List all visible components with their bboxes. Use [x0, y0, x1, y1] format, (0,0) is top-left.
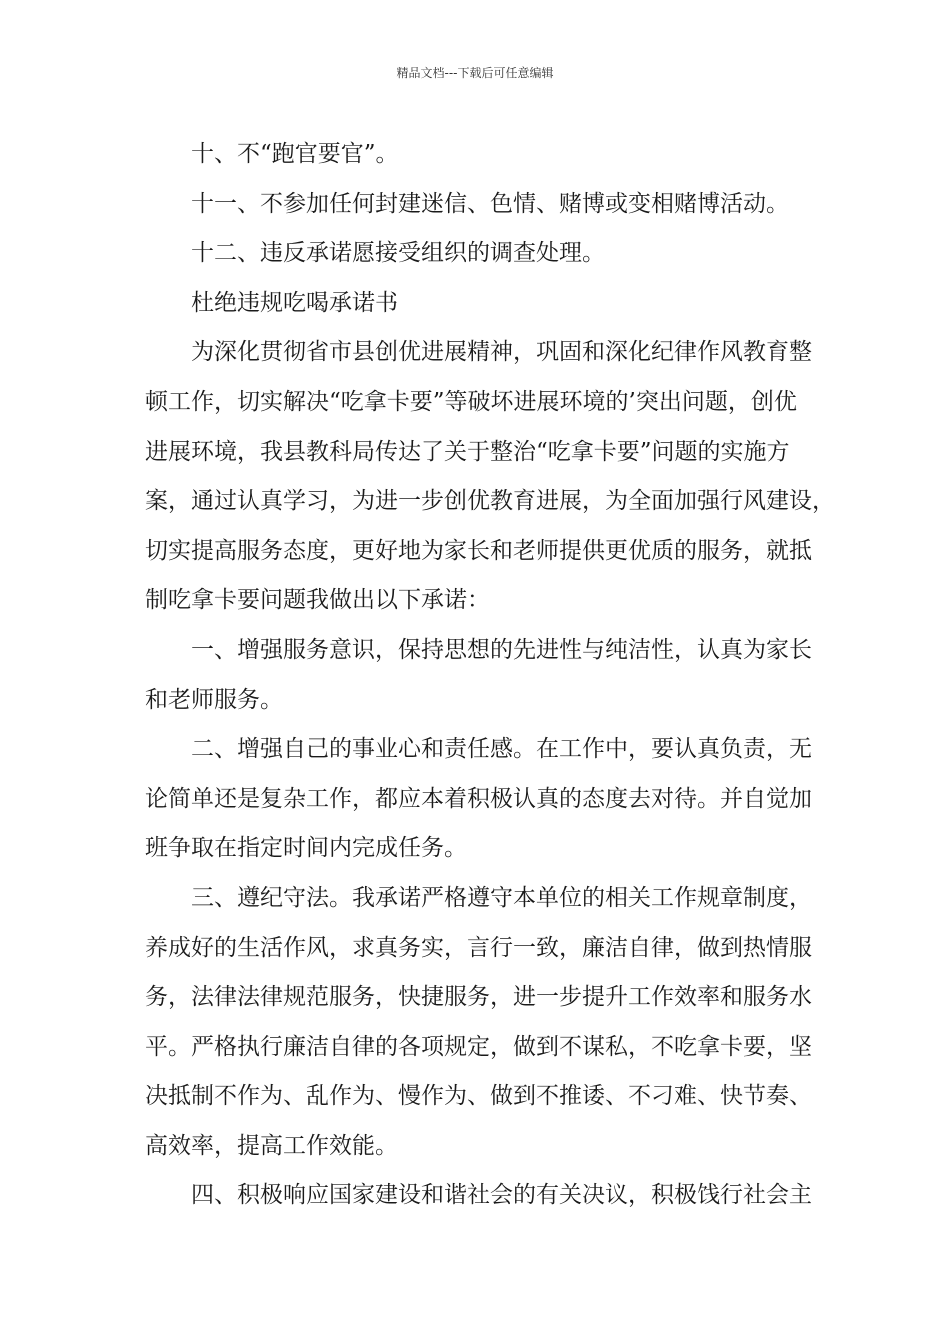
- text-line: 三、遵纪守法。我承诺严格遵守本单位的相关工作规章制度，: [191, 884, 812, 911]
- text-line: 顿工作，切实解决“吃拿卡要”等破坏进展环境的’突出问题，创优: [145, 388, 797, 415]
- text-line: 十一、不参加任何封建迷信、色情、赌博或变相赌博活动。: [191, 190, 789, 217]
- document-body: [145, 130, 835, 1221]
- text-line: 十二、违反承诺愿接受组织的调查处理。: [191, 240, 605, 267]
- text-line: 切实提高服务态度，更好地为家长和老师提供更优质的服务，就抵: [145, 537, 812, 564]
- text-line: 和老师服务。: [145, 686, 283, 713]
- text-line: 四、积极响应国家建设和谐社会的有关决议，积极饯行社会主: [191, 1182, 812, 1209]
- text-line: 为深化贯彻省市县创优进展精神，巩固和深化纪律作风教育整: [191, 339, 812, 366]
- text-line: 杜绝违规吃喝承诺书: [191, 289, 398, 316]
- text-line: 案，通过认真学习，为进一步创优教育进展，为全面加强行风建设，: [145, 488, 835, 515]
- text-line: 平。严格执行廉洁自律的各项规定，做到不谋私，不吃拿卡要，坚: [145, 1033, 812, 1060]
- text-line: 十、不“跑官要官”。: [191, 141, 399, 167]
- text-line: 务，法律法律规范服务，快捷服务，进一步提升工作效率和服务水: [145, 984, 812, 1011]
- text-line: 论简单还是复杂工作，都应本着积极认真的态度去对待。并自觉加: [145, 785, 812, 812]
- text-line: 二、增强自己的事业心和责任感。在工作中，要认真负责，无: [191, 736, 812, 763]
- text-line: 一、增强服务意识，保持思想的先进性与纯洁性，认真为家长: [191, 636, 812, 663]
- text-line: 进展环境，我县教科局传达了关于整治“吃拿卡要”问题的实施方: [145, 438, 790, 465]
- text-line: 班争取在指定时间内完成任务。: [145, 835, 467, 862]
- text-line: 决抵制不作为、乱作为、慢作为、做到不推诿、不刁难、快节奏、: [145, 1083, 812, 1110]
- page-header: 精品文档---下载后可任意编辑: [396, 66, 554, 80]
- text-line: 养成好的生活作风，求真务实，言行一致，廉洁自律，做到热情服: [145, 934, 812, 961]
- text-line: 制吃拿卡要问题我做出以下承诺：: [145, 587, 490, 614]
- text-line: 高效率，提高工作效能。: [145, 1132, 398, 1159]
